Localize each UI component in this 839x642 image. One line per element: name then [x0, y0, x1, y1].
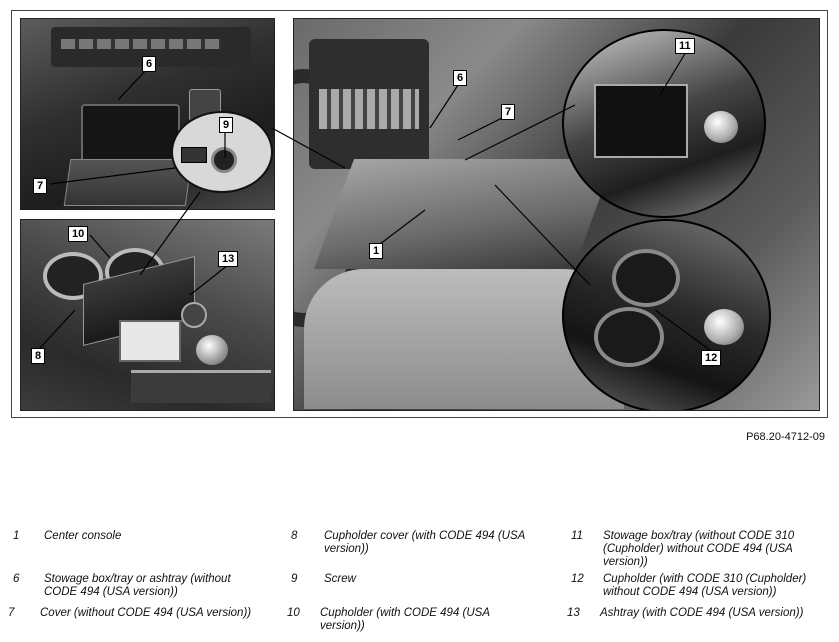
legend-num-10: 10: [287, 607, 300, 619]
cover-panel: [64, 159, 193, 206]
legend-text-8: Cupholder cover (with CODE 494 (USA version)): [324, 530, 525, 555]
stowage-box-insert: [594, 84, 688, 158]
cupholder-ring-lower: [594, 307, 664, 367]
screw-head: [211, 147, 237, 173]
cupholder-ring-upper: [612, 249, 680, 307]
photo-stowage-tray: [20, 18, 275, 210]
legend-num-12: 12: [571, 573, 584, 585]
legend-num-13: 13: [567, 607, 580, 619]
legend-text-11: Stowage box/tray (without CODE 310 (Cupholder) without CODE 494 (USA version)): [603, 530, 795, 568]
lighter-socket: [181, 302, 207, 328]
radio-buttons: [319, 89, 419, 129]
callout-7-tl: 7: [33, 178, 47, 194]
legend-text-13: Ashtray (with CODE 494 (USA version)): [600, 607, 804, 619]
legend-num-9: 9: [291, 573, 298, 585]
legend-text-1: Center console: [44, 530, 122, 542]
controller-knob-top: [704, 111, 738, 143]
figure-code: P68.20-4712-09: [746, 431, 825, 443]
callout-11: 11: [675, 38, 695, 54]
photo-vehicle-interior: [293, 18, 820, 411]
callout-8: 8: [31, 348, 45, 364]
callout-13: 13: [218, 251, 238, 267]
stowage-tray: [81, 104, 180, 163]
legend-text-9: Screw: [324, 573, 356, 585]
callout-6-main: 6: [453, 70, 467, 86]
console-trim: [131, 370, 271, 403]
callout-6-tl: 6: [142, 56, 156, 72]
legend-num-11: 11: [571, 530, 583, 542]
legend-text-10: Cupholder (with CODE 494 (USA version)): [320, 607, 490, 632]
legend-num-6: 6: [13, 573, 20, 585]
legend-num-7: 7: [8, 607, 15, 619]
legend-text-7: Cover (without CODE 494 (USA version)): [40, 607, 252, 619]
callout-10: 10: [68, 226, 88, 242]
callout-7-main: 7: [501, 104, 515, 120]
callout-12: 12: [701, 350, 721, 366]
controller-knob: [196, 335, 228, 365]
controller-knob-bottom: [704, 309, 744, 345]
legend-num-1: 1: [13, 530, 20, 542]
legend-text-12: Cupholder (with CODE 310 (Cupholder) without CODE 494 (USA version)): [603, 573, 807, 598]
console-buttons-row: [61, 39, 221, 49]
callout-9: 9: [219, 117, 233, 133]
usb-port: [181, 147, 207, 163]
photo-cupholder-ashtray: [20, 219, 275, 411]
legend-num-8: 8: [291, 530, 298, 542]
center-console: [314, 159, 614, 269]
callout-1: 1: [369, 243, 383, 259]
legend-text-6: Stowage box/tray or ashtray (without CODE 494 (USA version)): [44, 573, 231, 598]
ashtray: [119, 320, 181, 362]
